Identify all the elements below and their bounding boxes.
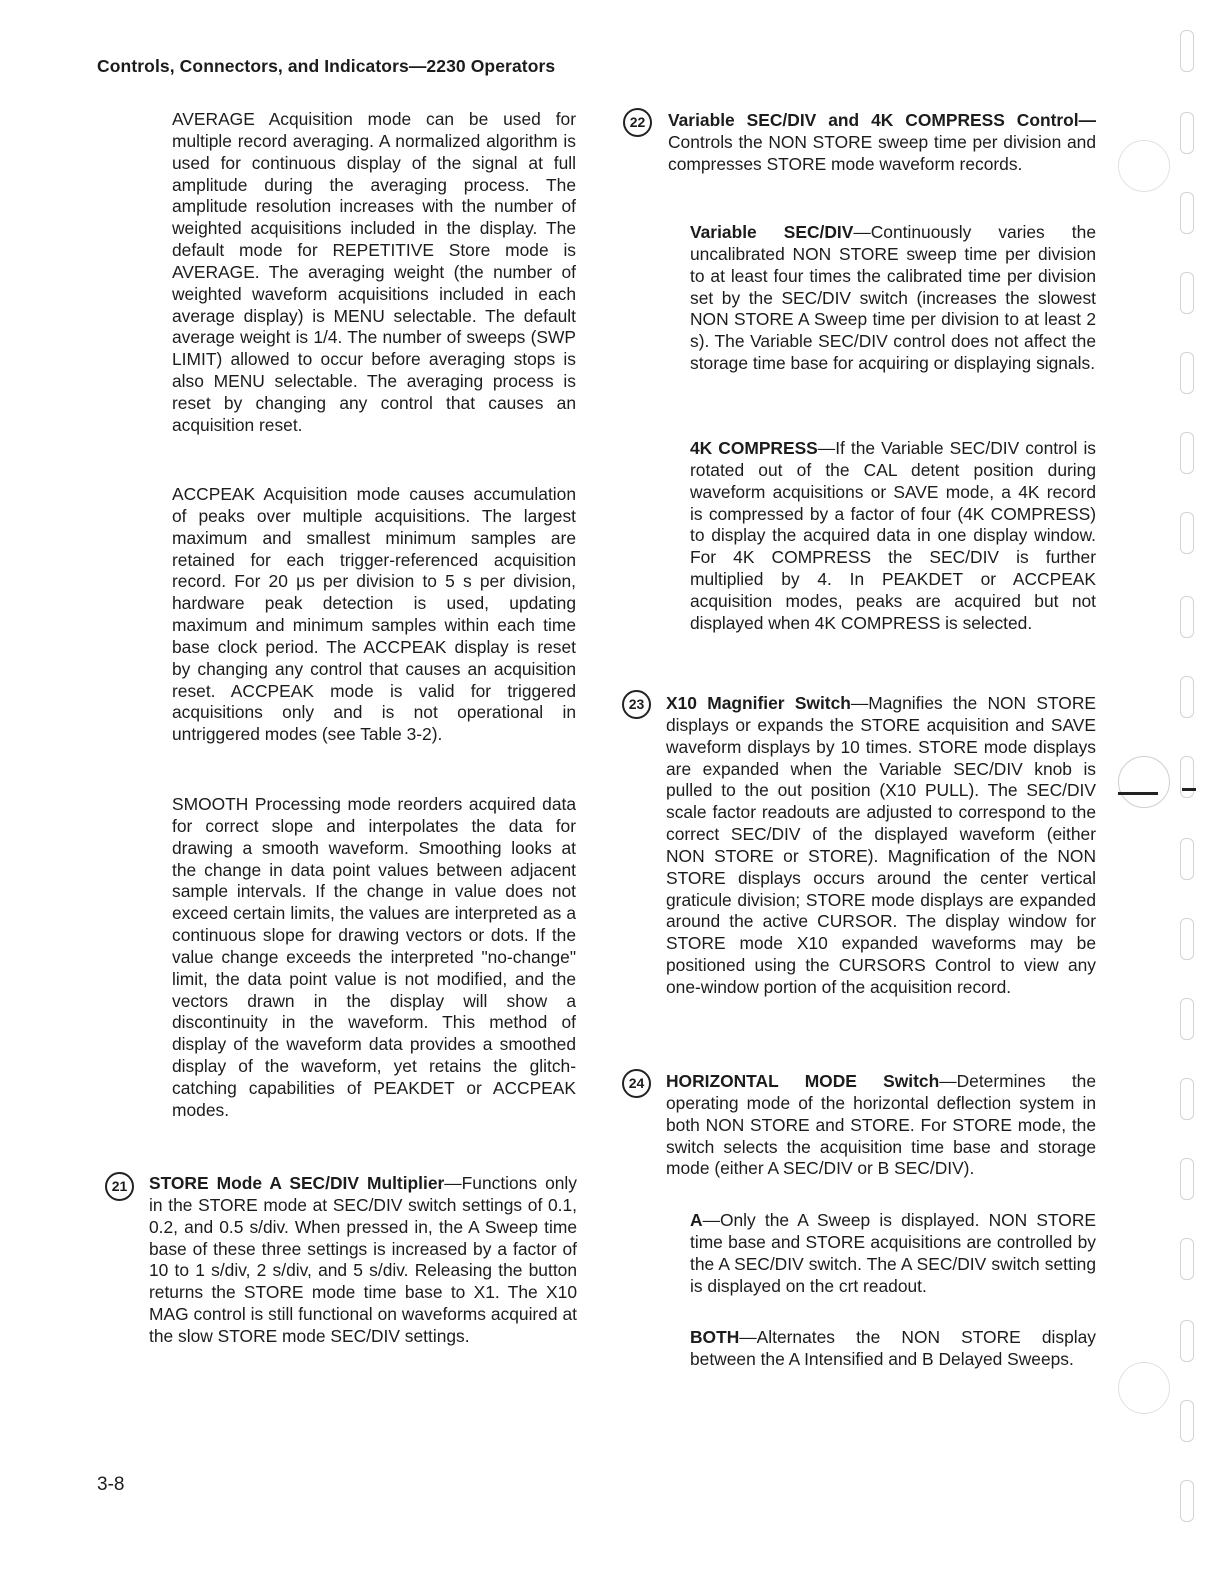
item-24-a bbox=[690, 1210, 1096, 1297]
item-24-text: —Determines the operating mode of the horizontal deflection system in both NON STORE and STORE. For STORE mode, the switch selects the acquisition time base and storage mode (either A SEC/DIV or B SEC/DIV). bbox=[666, 1071, 1097, 1179]
item-22-marker: 22 bbox=[623, 108, 652, 137]
item-23-title: X10 Magnifier Switch bbox=[666, 693, 851, 713]
item-21-text: —Functions only in the STORE mode at SEC/DIV switch settings of 0.1, 0.2, and 0.5 s/div. When pressed in, the A Sweep time base of these three settings is increased by a factor of 10 to 1 s/div, 2 s/div, and 5 s/div. Releasing the button returns the STORE mode time base to X1. The X10 MAG control is still functional on waveforms acquired at the slow STORE mode SEC/DIV settings. bbox=[149, 1173, 577, 1346]
item-24 bbox=[666, 1071, 1096, 1180]
mode-a-title: A bbox=[690, 1210, 703, 1230]
item-24-both bbox=[690, 1327, 1096, 1371]
page-header: Controls, Connectors, and Indicators—2230 Operators bbox=[97, 56, 556, 76]
item-22 bbox=[668, 110, 1096, 176]
item-24-title: HORIZONTAL MODE Switch bbox=[666, 1071, 940, 1091]
item-22-title: Variable SEC/DIV and 4K COMPRESS Control— bbox=[668, 110, 1096, 130]
compress-text: —If the Variable SEC/DIV control is rotated out of the CAL detent position during waveform acquisitions or SAVE mode, a 4K record is compressed by a factor of four (4K COMPRESS) to display the acquired data in one display window. For 4K COMPRESS the SEC/DIV is further multiplied by 4. In PEAKDET or ACCPEAK acquisition modes, peaks are acquired but not displayed when 4K COMPRESS is selected. bbox=[690, 438, 1096, 633]
smooth-paragraph: SMOOTH Processing mode reorders acquired data for correct slope and interpolates the data for drawing a smooth waveform. Smoothing looks at the change in data point values between adjacent sample intervals. If the change in value does not exceed certain limits, the values are interpreted as a continuous slope for drawing vectors or dots. If the value change exceeds the interpreted "no-change" limit, the data point value is not modified, and the vectors drawn in the display will show a discontinuity in the waveform. This method of display of the waveform data provides a smoothed display of the waveform, yet retains the glitch-catching capabilities of PEAKDET or ACCPEAK modes. bbox=[172, 794, 576, 1120]
mode-both-title: BOTH bbox=[690, 1327, 740, 1347]
item-22-text: Controls the NON STORE sweep time per division and compresses STORE mode waveform records. bbox=[668, 131, 1096, 174]
item-24-marker: 24 bbox=[622, 1069, 651, 1098]
item-23-marker: 23 bbox=[622, 690, 651, 719]
item-22-variable bbox=[690, 222, 1096, 375]
mode-both-text: —Alternates the NON STORE display between the A Intensified and B Delayed Sweeps. bbox=[690, 1327, 1096, 1369]
compress-title: 4K COMPRESS bbox=[690, 438, 818, 458]
accpeak-paragraph: ACCPEAK Acquisition mode causes accumulation of peaks over multiple acquisitions. The largest maximum and smallest minimum samples are retained for each trigger-referenced acquisition record. For 20 μs per division to 5 s per division, hardware peak detection is used, updating maximum and minimum samples within each time base clock period. The ACCPEAK display is reset by changing any control that causes an acquisition reset. ACCPEAK mode is valid for triggered acquisitions only and is not operational in untriggered modes (see Table 3-2). bbox=[172, 484, 576, 745]
item-23-text: —Magnifies the NON STORE displays or expands the STORE acquisition and SAVE waveform displays by 10 times. STORE mode displays are expanded when the Variable SEC/DIV knob is pulled to the out position (X10 PULL). The SEC/DIV scale factor readouts are adjusted to correspond to the correct SEC/DIV of the displayed waveform (either NON STORE or STORE). Magnification of the NON STORE displays occurs around the center vertical graticule division; STORE mode displays are expanded around the active CURSOR. The display window for STORE mode X10 expanded waveforms may be positioned using the CURSORS Control to view any one-window portion of the acquisition record. bbox=[666, 693, 1096, 997]
item-23 bbox=[666, 693, 1096, 999]
mode-a-text: —Only the A Sweep is displayed. NON STORE time base and STORE acquisitions are controlled by the A SEC/DIV switch. The A SEC/DIV switch setting is displayed on the crt readout. bbox=[690, 1210, 1096, 1296]
page-number: 3-8 bbox=[97, 1474, 125, 1495]
item-21-marker: 21 bbox=[105, 1172, 134, 1201]
average-paragraph: AVERAGE Acquisition mode can be used for multiple record averaging. A normalized algorithm is used for continuous display of the signal at full amplitude during the averaging process. The amplitude resolution increases with the number of weighted acquisitions included in the display. The default mode for REPETITIVE Store mode is AVERAGE. The averaging weight (the number of weighted waveform acquisitions included in each average display) is MENU selectable. The default average weight is 1/4. The number of sweeps (SWP LIMIT) allowed to occur before averaging stops is also MENU selectable. The averaging process is reset by changing any control that causes an acquisition reset. bbox=[172, 109, 576, 435]
item-21-title: STORE Mode A SEC/DIV Multiplier bbox=[149, 1173, 445, 1193]
item-22-compress bbox=[690, 438, 1096, 635]
variable-secdiv-title: Variable SEC/DIV bbox=[690, 222, 854, 242]
item-21 bbox=[149, 1173, 577, 1348]
variable-secdiv-text: —Continuously varies the uncalibrated NON STORE sweep time per division to at least four times the calibrated time per division set by the SEC/DIV switch (increases the slowest NON STORE A Sweep time per division to at least 2 s). The Variable SEC/DIV control does not affect the storage time base for acquiring or displaying signals. bbox=[690, 222, 1096, 374]
